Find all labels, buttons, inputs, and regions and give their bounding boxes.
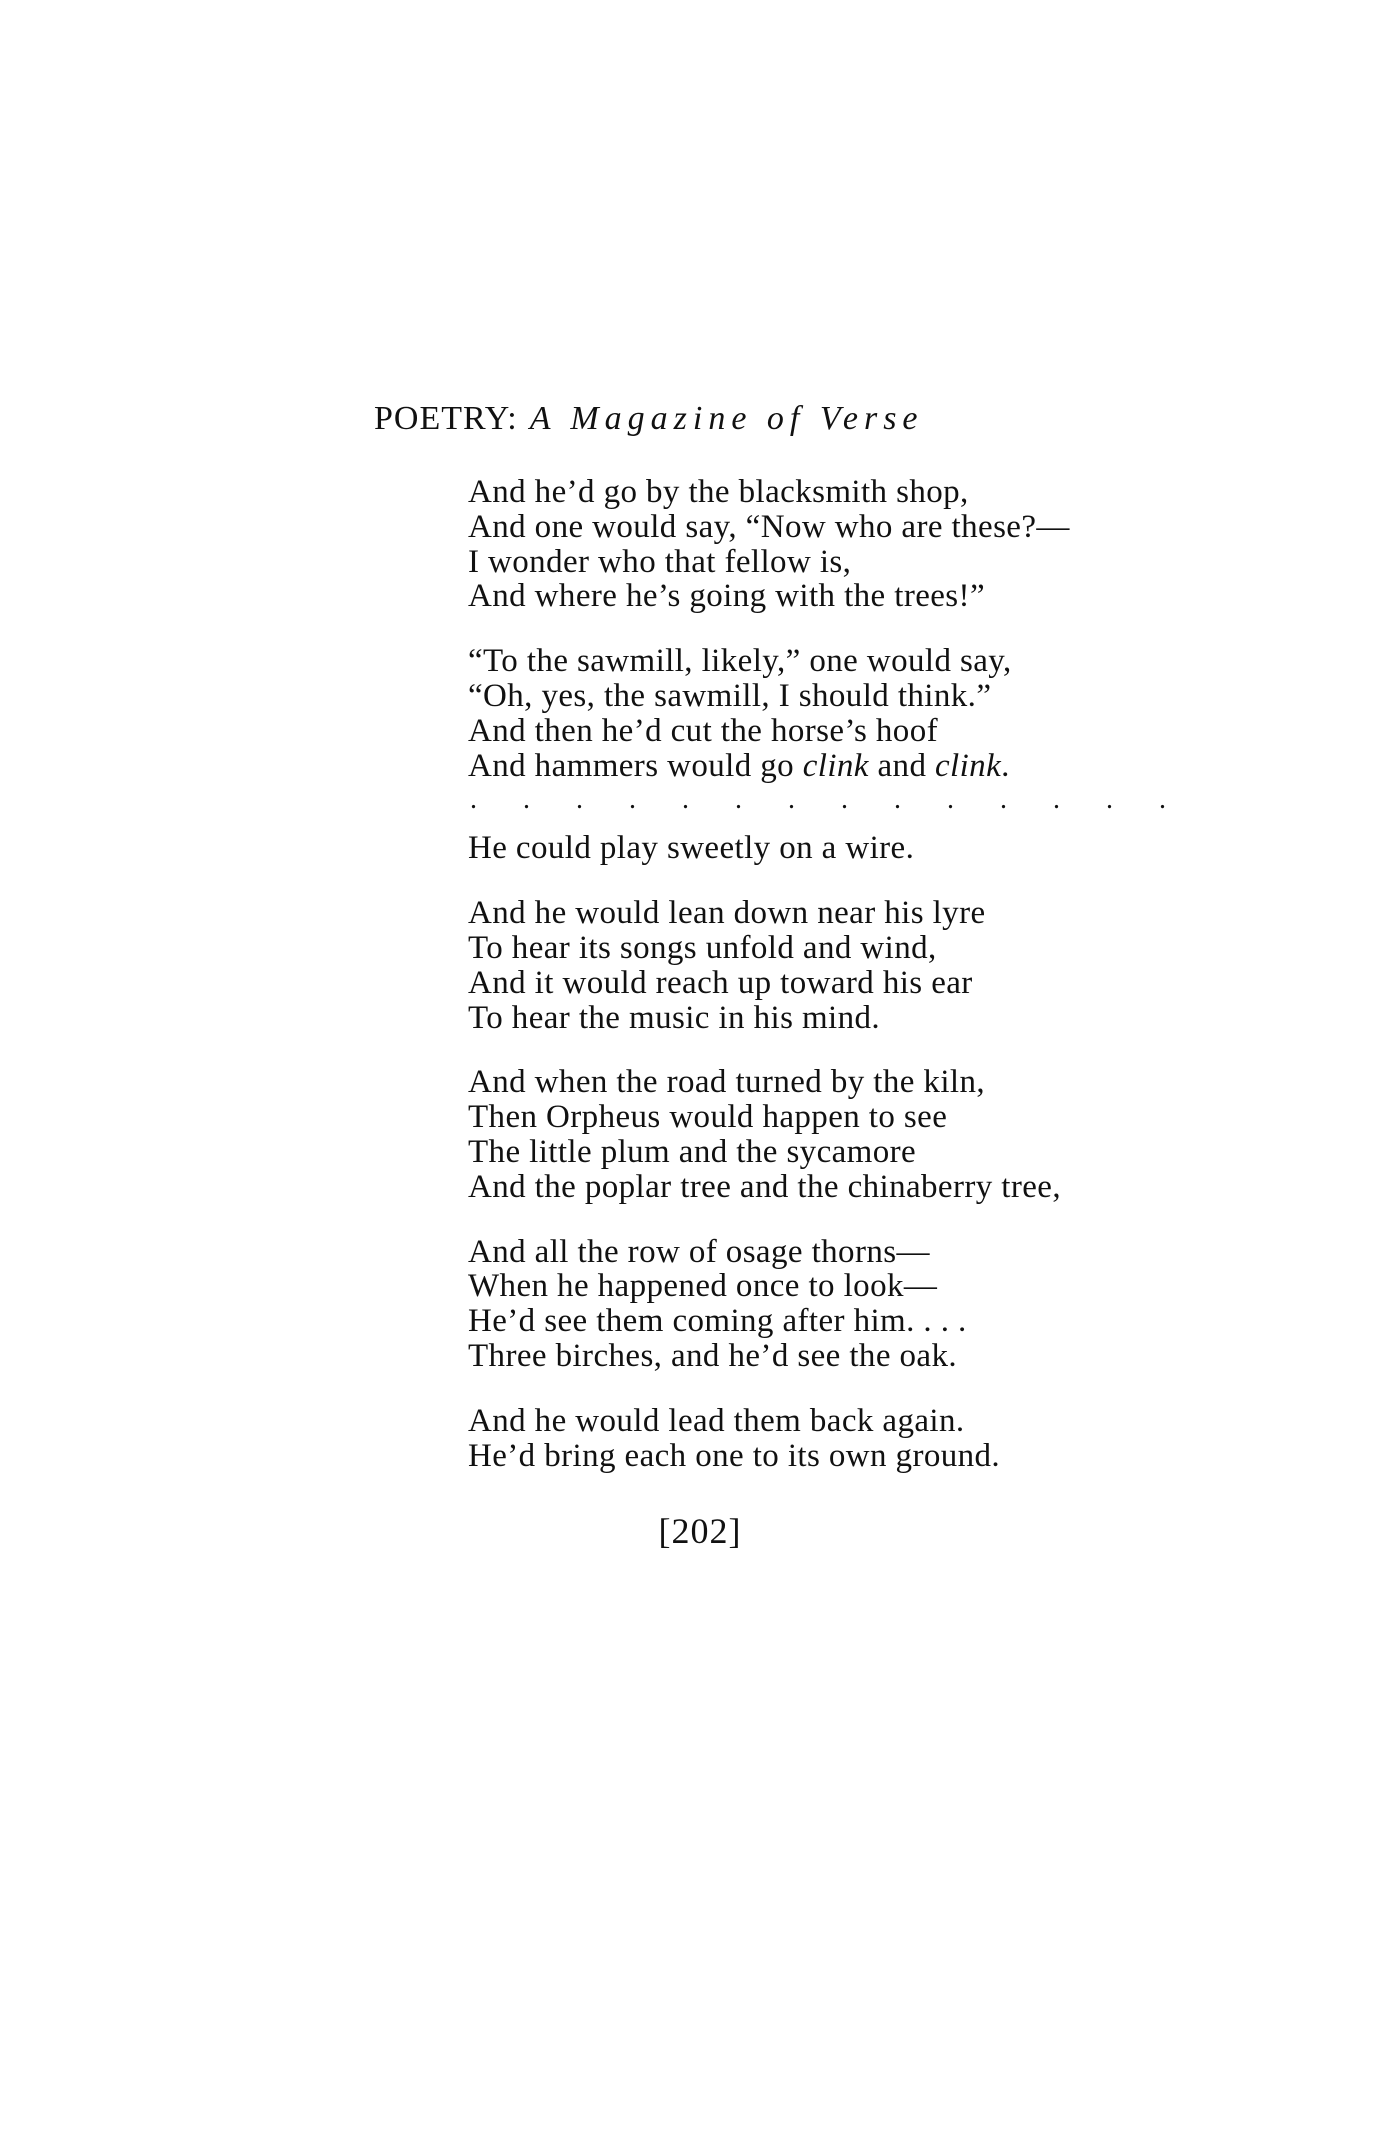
stanza [468, 475, 1388, 614]
journal-subtitle: A Magazine of Verse [529, 400, 924, 437]
stanza [468, 1404, 1388, 1474]
poem-line: And one would say, “Now who are these?— [468, 508, 1070, 545]
poem-line: He’d bring each one to its own ground. [468, 1437, 1001, 1474]
stanza [468, 896, 1388, 1035]
poem-line: And he would lean down near his lyre [468, 895, 986, 932]
stanza [468, 1065, 1388, 1204]
poem-line: And it would reach up toward his ear [468, 964, 973, 1001]
journal-name: POETRY: [374, 400, 518, 437]
poem-line: “To the sawmill, likely,” one would say, [468, 643, 1012, 680]
poem-body [468, 475, 1388, 1503]
poem-line: The little plum and the sycamore [468, 1133, 917, 1170]
running-head [374, 400, 924, 438]
stanza [468, 831, 1388, 866]
poem-line: And the poplar tree and the chinaberry tree, [468, 1168, 1062, 1205]
page-number: [202] [658, 1511, 742, 1551]
poem-line: Then Orpheus would happen to see [468, 1099, 948, 1136]
poem-line: He’d see them coming after him. . . . [468, 1303, 967, 1340]
stanza [468, 644, 1388, 783]
poem-line [468, 749, 1388, 784]
section-break-dots: . . . . . . . . . . . . . . [470, 784, 1186, 816]
poem-line: To hear the music in his mind. [468, 999, 881, 1036]
italic-word: clink [935, 747, 1002, 784]
poem-line: And then he’d cut the horse’s hoof [468, 712, 938, 749]
poem-line: And he’d go by the blacksmith shop, [468, 474, 969, 510]
line-text: . [1001, 747, 1010, 784]
italic-word: clink [802, 747, 869, 784]
poem-line: And he would lead them back again. [468, 1402, 965, 1439]
poem-line: To hear its songs unfold and wind, [468, 929, 937, 966]
poem-line: And when the road turned by the kiln, [468, 1064, 986, 1101]
poem-line: When he happened once to look— [468, 1268, 938, 1305]
poem-line: “Oh, yes, the sawmill, I should think.” [468, 677, 992, 714]
poem-line: And where he’s going with the trees!” [468, 578, 985, 615]
line-text: and [868, 747, 935, 784]
poem-line: I wonder who that fellow is, [468, 543, 852, 580]
stanza [468, 1235, 1388, 1374]
poem-line: Three birches, and he’d see the oak. [468, 1337, 958, 1374]
line-text: And hammers would go [468, 747, 803, 784]
poem-line: And all the row of osage thorns— [468, 1233, 930, 1270]
poem-line: He could play sweetly on a wire. [468, 830, 915, 867]
